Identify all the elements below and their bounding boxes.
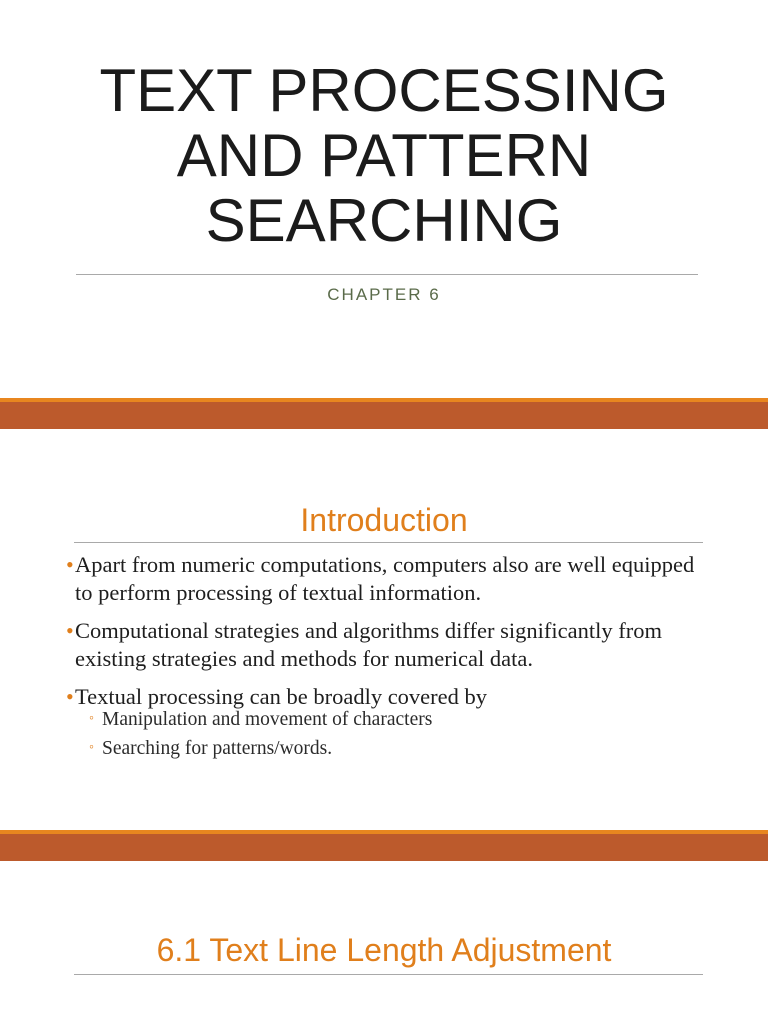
sub-bullet-item [75,734,716,763]
bullet-text: Apart from numeric computations, computers also are well equipped to perform processing of textual information. [75,552,695,605]
section-heading-rule [74,974,703,975]
introduction-slide [0,432,768,830]
circle-bullet-icon: ◦ [89,711,94,726]
bullet-item [66,617,716,673]
bullet-marker-icon: • [66,552,74,577]
bullet-text: Textual processing can be broadly covered by [75,684,488,709]
title-slide [0,0,768,398]
bullet-item [66,551,716,607]
bullet-text: Computational strategies and algorithms differ significantly from existing strategies and methods for numerical data. [75,618,662,671]
intro-heading-rule [74,542,703,543]
section-slide [0,866,768,1024]
slide-subtitle: CHAPTER 6 [327,285,441,304]
slide-separator-band [0,834,768,861]
sub-bullet-text: Manipulation and movement of characters [102,709,433,730]
title-divider [76,274,698,275]
slide-title: TEXT PROCESSING AND PATTERN SEARCHING [99,57,669,254]
slide-separator-band [0,402,768,429]
bullet-item [66,683,716,763]
circle-bullet-icon: ◦ [89,740,94,755]
sub-bullet-item [75,705,716,734]
sub-bullet-text: Searching for patterns/words. [102,738,333,759]
bullet-marker-icon: • [66,684,74,709]
section-heading: 6.1 Text Line Length Adjustment [156,932,612,968]
bullet-marker-icon: • [66,618,74,643]
intro-bullet-list [66,551,716,773]
sub-bullet-list [75,705,716,763]
intro-heading: Introduction [300,502,468,538]
